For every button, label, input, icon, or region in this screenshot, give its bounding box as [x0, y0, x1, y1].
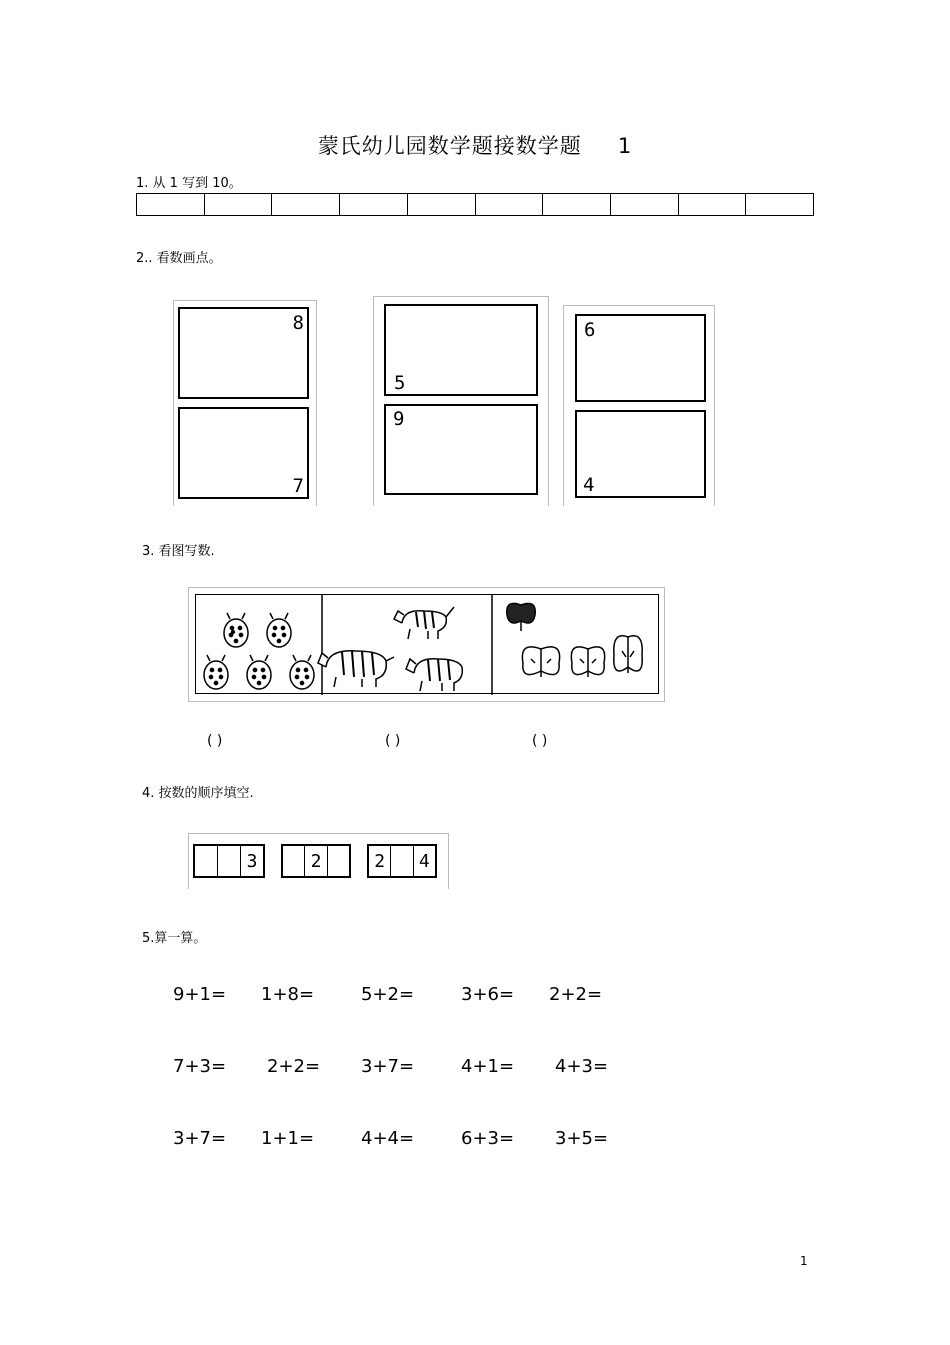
- equation: 6+3=: [461, 1128, 515, 1149]
- box-number: 6: [584, 319, 596, 341]
- dot-box[interactable]: [384, 404, 538, 495]
- dot-panel-3: [563, 305, 715, 506]
- dot-panel-2: [373, 296, 549, 506]
- box-number: 9: [393, 408, 405, 430]
- sequence-cell[interactable]: [195, 846, 218, 876]
- sequence-cell: 2: [369, 846, 391, 876]
- equation: 4+1=: [461, 1056, 515, 1077]
- write-1-to-10-grid: [136, 193, 814, 216]
- question-5-label: 5.算一算。: [142, 931, 207, 946]
- answer-blank-cats[interactable]: ( ): [385, 733, 401, 749]
- picture-strip-inner: [195, 594, 659, 694]
- question-4-label: 4. 按数的顺序填空.: [142, 786, 254, 801]
- sequence-group-2: [281, 844, 351, 878]
- ladybug-group-icon: [204, 613, 314, 689]
- dot-box[interactable]: [384, 304, 538, 396]
- answer-cell[interactable]: [611, 194, 679, 215]
- cat-group-icon: [318, 607, 462, 691]
- sequence-group-3: [367, 844, 437, 878]
- title-text: 蒙氏幼儿园数学题接数学题: [317, 134, 582, 158]
- answer-cell[interactable]: [543, 194, 611, 215]
- page-title: [0, 130, 950, 160]
- dot-box[interactable]: [575, 410, 706, 498]
- page-number: 1: [800, 1254, 808, 1268]
- answer-blank-butterflies[interactable]: ( ): [532, 733, 548, 749]
- answer-cell[interactable]: [746, 194, 813, 215]
- box-number: 7: [292, 475, 304, 497]
- box-number: 8: [292, 312, 304, 334]
- sequence-panel: [188, 833, 449, 889]
- picture-strip-drawing: [196, 595, 660, 695]
- equation: 2+2=: [549, 984, 603, 1005]
- answer-cell[interactable]: [272, 194, 340, 215]
- sequence-cell: 4: [418, 850, 430, 872]
- box-number: 4: [583, 474, 595, 496]
- equation: 7+3=: [173, 1056, 227, 1077]
- dot-box[interactable]: [178, 307, 309, 399]
- box-number: 5: [394, 372, 406, 394]
- equation: 4+4=: [361, 1128, 415, 1149]
- sequence-cell[interactable]: [328, 846, 349, 876]
- answer-cell[interactable]: [205, 194, 273, 215]
- sequence-group-1: [193, 844, 265, 878]
- equation: 3+5=: [555, 1128, 609, 1149]
- equation: 1+1=: [261, 1128, 315, 1149]
- sequence-cell[interactable]: [391, 846, 413, 876]
- equation: 3+7=: [173, 1128, 227, 1149]
- title-number: 1: [617, 134, 633, 158]
- equation: 1+8=: [261, 984, 315, 1005]
- dot-box[interactable]: [178, 407, 309, 499]
- sequence-cell: 3: [246, 850, 258, 872]
- sequence-cell[interactable]: [283, 846, 305, 876]
- answer-cell[interactable]: [679, 194, 747, 215]
- equation: 2+2=: [267, 1056, 321, 1077]
- equation: 3+6=: [461, 984, 515, 1005]
- answer-cell[interactable]: [137, 194, 205, 215]
- picture-strip: [188, 587, 665, 702]
- equation: 4+3=: [555, 1056, 609, 1077]
- question-2-label: 2.. 看数画点。: [136, 251, 222, 266]
- equation: 9+1=: [173, 984, 227, 1005]
- equation: 5+2=: [361, 984, 415, 1005]
- butterfly-group-icon: [507, 603, 642, 677]
- sequence-cell[interactable]: [218, 846, 241, 876]
- answer-cell[interactable]: [408, 194, 476, 215]
- question-1-label: 1. 从 1 写到 10。: [136, 176, 242, 191]
- answer-cell[interactable]: [340, 194, 408, 215]
- answer-cell[interactable]: [476, 194, 544, 215]
- dot-box[interactable]: [575, 314, 706, 402]
- dot-panel-1: [173, 300, 317, 506]
- sequence-cell: 2: [305, 846, 327, 876]
- question-3-label: 3. 看图写数.: [142, 544, 215, 559]
- answer-blank-ladybugs[interactable]: ( ): [207, 733, 223, 749]
- equation: 3+7=: [361, 1056, 415, 1077]
